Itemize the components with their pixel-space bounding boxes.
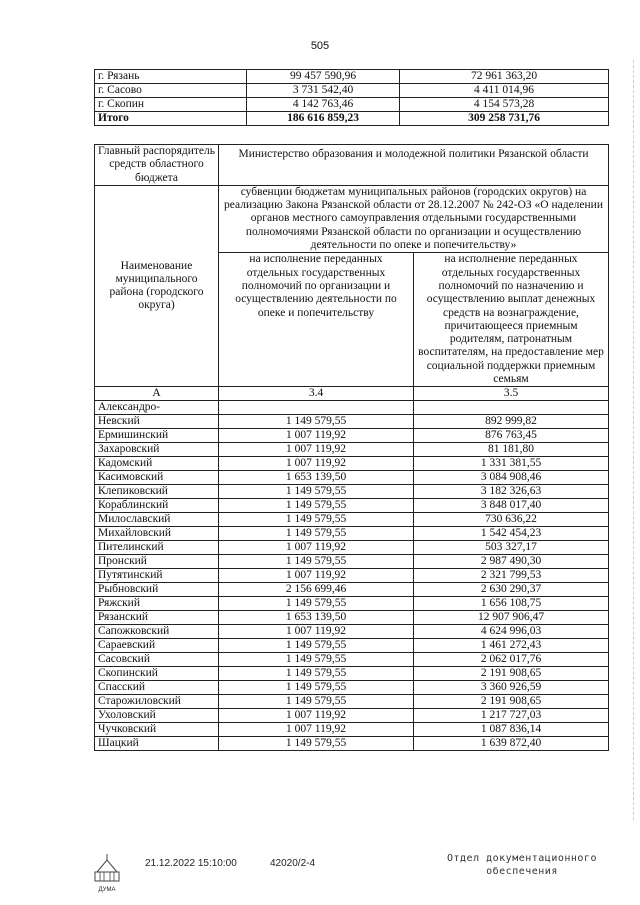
summary-value-1: 3 731 542,40 [247,84,400,98]
summary-value-2: 309 258 731,76 [400,112,609,126]
district-name: Сасовский [95,653,219,667]
table-row [95,555,609,569]
table-row [95,485,609,499]
summary-name: г. Скопин [95,98,247,112]
value-3-5: 1 542 454,23 [414,527,609,541]
column-a-code: А [95,387,219,401]
value-3-5: 3 182 326,63 [414,485,609,499]
district-name: Клепиковский [95,485,219,499]
value-3-4: 1 007 119,92 [219,541,414,555]
table-row [95,499,609,513]
column-code-row [95,387,609,401]
value-3-5: 2 062 017,76 [414,653,609,667]
summary-name: г. Рязань [95,70,247,84]
value-3-4: 1 149 579,55 [219,667,414,681]
value-3-5: 2 191 908,65 [414,667,609,681]
header-row-2 [95,185,609,252]
summary-name: Итого [95,112,247,126]
value-3-4: 1 149 579,55 [219,653,414,667]
value-3-4: 1 007 119,92 [219,709,414,723]
header-row-1 [95,145,609,186]
stamp-line-2: обеспечения [486,866,558,877]
district-name: Спасский [95,681,219,695]
value-3-4: 1 149 579,55 [219,639,414,653]
value-3-4: 1 007 119,92 [219,569,414,583]
table-row [95,471,609,485]
value-3-4: 1 149 579,55 [219,597,414,611]
table-row [95,667,609,681]
value-3-4: 1 007 119,92 [219,443,414,457]
value-3-4: 1 149 579,55 [219,737,414,751]
value-3-4: 1 653 139,50 [219,611,414,625]
value-3-4: 1 007 119,92 [219,723,414,737]
duma-logo-icon [94,852,120,886]
value-3-5: 1 461 272,43 [414,639,609,653]
district-name: Ухоловский [95,709,219,723]
column-3-4-description: на исполнение переданных отдельных государственных полномочий по организации и осуществлению деятельности по опеке и попечительству [219,253,414,387]
table-row [95,709,609,723]
table-row [95,611,609,625]
column-3-5-description: на исполнение переданных отдельных государственных полномочий по назначению и осуществлению выплат денежных средств на вознаграждение, причитающееся приемным родителям, патронатным воспитателям, на предоставление мер социальной поддержки приемным семьям [414,253,609,387]
value-3-5: 3 848 017,40 [414,499,609,513]
value-3-4: 1 653 139,50 [219,471,414,485]
table-row [95,513,609,527]
value-3-5: 1 217 727,03 [414,709,609,723]
table-row [95,401,609,415]
table-row [95,695,609,709]
value-3-4: 1 149 579,55 [219,499,414,513]
summary-name: г. Сасово [95,84,247,98]
table-row [95,429,609,443]
district-name: Пронский [95,555,219,569]
district-name: Рязанский [95,611,219,625]
summary-value-1: 99 457 590,96 [247,70,400,84]
table-row [95,415,609,429]
footer-datetime: 21.12.2022 15:10:00 [145,858,237,869]
district-name: Кадомский [95,457,219,471]
table-row [95,723,609,737]
summary-row [95,98,609,112]
ministry-name: Министерство образования и молодежной политики Рязанской области [219,145,609,186]
district-name: Милославский [95,513,219,527]
value-3-5: 3 084 908,46 [414,471,609,485]
value-3-5: 3 360 926,59 [414,681,609,695]
district-name: Ермишинский [95,429,219,443]
value-3-5: 2 321 799,53 [414,569,609,583]
table-row [95,541,609,555]
table-row [95,569,609,583]
value-3-4 [219,401,414,415]
table-row [95,639,609,653]
value-3-5 [414,401,609,415]
department-stamp [447,852,597,878]
district-name: Старожиловский [95,695,219,709]
district-name: Александро- [95,401,219,415]
value-3-4: 1 149 579,55 [219,695,414,709]
column-3-5-code: 3.5 [414,387,609,401]
summary-value-2: 72 961 363,20 [400,70,609,84]
value-3-4: 1 149 579,55 [219,485,414,499]
value-3-5: 1 656 108,75 [414,597,609,611]
logo-caption: ДУМА [98,887,116,893]
district-name: Пителинский [95,541,219,555]
table-row [95,527,609,541]
summary-value-2: 4 411 014,96 [400,84,609,98]
summary-row [95,84,609,98]
main-table [94,144,609,751]
value-3-4: 1 149 579,55 [219,527,414,541]
value-3-5: 81 181,80 [414,443,609,457]
value-3-4: 2 156 699,46 [219,583,414,597]
table-row [95,597,609,611]
district-name: Сапожковский [95,625,219,639]
value-3-5: 2 987 490,30 [414,555,609,569]
district-name: Захаровский [95,443,219,457]
district-name: Скопинский [95,667,219,681]
table-row [95,583,609,597]
district-name: Чучковский [95,723,219,737]
total-row [95,112,609,126]
summary-value-1: 4 142 763,46 [247,98,400,112]
district-name: Сараевский [95,639,219,653]
district-name: Михайловский [95,527,219,541]
value-3-5: 1 087 836,14 [414,723,609,737]
page-number: 505 [310,40,330,52]
value-3-5: 892 999,82 [414,415,609,429]
value-3-4: 1 149 579,55 [219,415,414,429]
scan-edge [633,60,640,820]
value-3-4: 1 007 119,92 [219,625,414,639]
municipality-label: Наименование муниципального района (городского округа) [95,185,219,386]
value-3-4: 1 149 579,55 [219,681,414,695]
subvention-description: субвенции бюджетам муниципальных районов (городских округов) на реализацию Закона Рязанской области от 28.12.2007 № 242-ОЗ «О наделении органов местного самоуправления отдельными государственными полномочиями Рязанской области по организации и осуществлению деятельности по опеке и попечительству» [219,185,609,252]
administrator-label: Главный распорядитель средств областного бюджета [95,145,219,186]
table-row [95,457,609,471]
stamp-line-1: Отдел документационного [447,853,597,864]
value-3-5: 12 907 906,47 [414,611,609,625]
value-3-4: 1 007 119,92 [219,429,414,443]
value-3-4: 1 149 579,55 [219,513,414,527]
footer-doc-code: 42020/2-4 [270,858,316,869]
value-3-4: 1 149 579,55 [219,555,414,569]
district-name: Кораблинский [95,499,219,513]
table-row [95,443,609,457]
top-summary-table [94,69,609,126]
summary-value-2: 4 154 573,28 [400,98,609,112]
summary-row [95,70,609,84]
value-3-5: 730 636,22 [414,513,609,527]
table-row [95,737,609,751]
value-3-5: 503 327,17 [414,541,609,555]
value-3-5: 2 191 908,65 [414,695,609,709]
value-3-5: 1 639 872,40 [414,737,609,751]
district-name: Невский [95,415,219,429]
district-name: Касимовский [95,471,219,485]
value-3-5: 876 763,45 [414,429,609,443]
column-3-4-code: 3.4 [219,387,414,401]
table-row [95,625,609,639]
district-name: Рыбновский [95,583,219,597]
value-3-5: 4 624 996,03 [414,625,609,639]
value-3-5: 1 331 381,55 [414,457,609,471]
district-name: Путятинский [95,569,219,583]
value-3-5: 2 630 290,37 [414,583,609,597]
table-row [95,653,609,667]
district-name: Ряжский [95,597,219,611]
summary-value-1: 186 616 859,23 [247,112,400,126]
value-3-4: 1 007 119,92 [219,457,414,471]
district-name: Шацкий [95,737,219,751]
table-row [95,681,609,695]
